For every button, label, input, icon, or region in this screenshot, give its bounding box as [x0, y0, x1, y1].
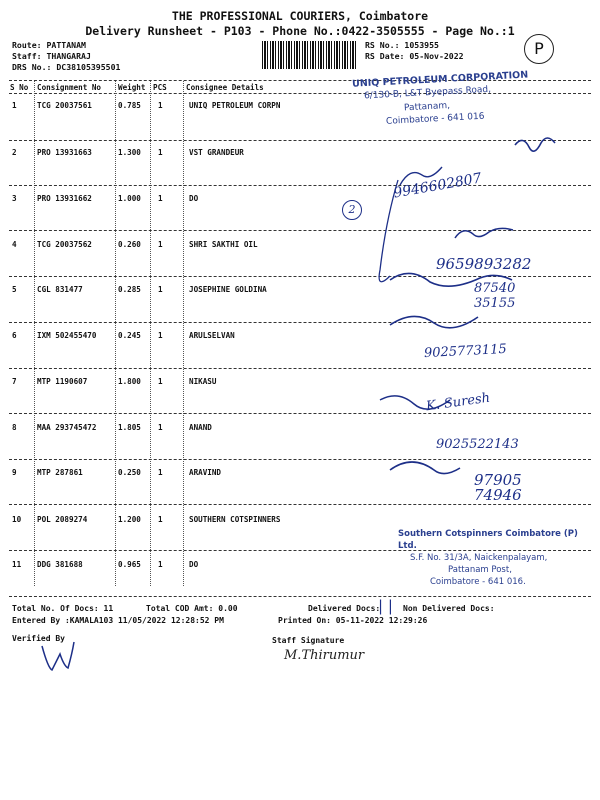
row-consignee: NIKASU: [189, 377, 217, 386]
row-weight: 0.785: [118, 101, 141, 110]
row-weight: 1.200: [118, 515, 141, 524]
col-divider: [115, 81, 116, 586]
total-docs: Total No. Of Docs: 11: [12, 604, 114, 613]
row-pcs: 1: [158, 240, 163, 249]
handwritten-phone: 87540 35155: [474, 281, 516, 311]
row-sno: 8: [12, 423, 17, 432]
row-pcs: 1: [158, 148, 163, 157]
handwritten-phone: 9659893282: [436, 255, 532, 273]
row-weight: 1.000: [118, 194, 141, 203]
stamp-line: Pattanam Post,: [448, 565, 512, 575]
handwritten-phone: 97905 74946: [474, 471, 522, 504]
row-sno: 1: [12, 101, 17, 110]
row-pcs: 1: [158, 331, 163, 340]
signature-scribble: [515, 138, 555, 151]
col-pcs: PCS: [153, 83, 167, 92]
handwritten-name: K. Suresh: [425, 390, 491, 415]
row-consignee: SHRI SAKTHI OIL: [189, 240, 258, 249]
row-consignee: UNIQ PETROLEUM CORPN: [189, 101, 281, 110]
signature-scribble: [390, 462, 460, 474]
row-weight: 0.260: [118, 240, 141, 249]
row-sno: 5: [12, 285, 17, 294]
handwritten-phone: 9025522143: [436, 437, 519, 452]
barcode: [262, 41, 358, 69]
row-consignment: PRO 13931663: [37, 148, 92, 157]
row-pcs: 1: [158, 377, 163, 386]
row-pcs: 1: [158, 194, 163, 203]
entered-by: Entered By :KAMALA103 11/05/2022 12:28:52 PM: [12, 616, 224, 625]
stamp-line: Coimbatore - 641 016.: [430, 577, 526, 587]
row-sno: 9: [12, 468, 17, 477]
row-consignee: SOUTHERN COTSPINNERS: [189, 515, 281, 524]
staff-signature-label: Staff Signature: [272, 636, 345, 645]
row-weight: 1.805: [118, 423, 141, 432]
row-consignment: TCG 20037562: [37, 240, 92, 249]
row-sno: 3: [12, 194, 17, 203]
row-sno: 10: [12, 515, 22, 524]
row-consignee: JOSEPHINE GOLDINA: [189, 285, 267, 294]
non-delivered-docs: Non Delivered Docs:: [403, 604, 495, 613]
row-weight: 1.800: [118, 377, 141, 386]
row-pcs: 1: [158, 285, 163, 294]
row-pcs: 1: [158, 560, 163, 569]
col-consignee: Consignee Details: [186, 83, 264, 92]
row-consignment: PRO 13931662: [37, 194, 92, 203]
row-consignment: MTP 287861: [37, 468, 83, 477]
row-consignment: TCG 20037561: [37, 101, 92, 110]
staff-signature: M.Thirumur: [284, 648, 365, 663]
row-pcs: 1: [158, 423, 163, 432]
row-sno: 11: [12, 560, 22, 569]
verified-by-label: Verified By: [12, 634, 65, 643]
row-pcs: 1: [158, 101, 163, 110]
drs-number: DRS No.: DC38105395501: [12, 62, 121, 72]
delivered-docs: Delivered Docs:: [308, 604, 381, 613]
row-sno: 7: [12, 377, 17, 386]
stamp-line: Southern Cotspinners Coimbatore (P) Ltd.: [398, 529, 578, 551]
stamp-line: 6/130-B, L&T Byepass Road,: [363, 84, 492, 102]
row-consignment: MAA 293745472: [37, 423, 97, 432]
rs-date: RS Date: 05-Nov-2022: [365, 51, 464, 61]
staff-label: Staff: THANGARAJ: [12, 51, 91, 61]
row-weight: 0.250: [118, 468, 141, 477]
col-sno: S No: [10, 83, 29, 92]
runsheet-title: Delivery Runsheet - P103 - Phone No.:0422-3505555 - Page No.:1: [85, 24, 515, 38]
row-consignee: VST GRANDEUR: [189, 148, 244, 157]
row-consignment: DDG 381688: [37, 560, 83, 569]
row-consignee: DO: [189, 194, 199, 203]
row-consignee: ANAND: [189, 423, 212, 432]
row-weight: 1.300: [118, 148, 141, 157]
col-divider: [34, 81, 35, 586]
col-divider: [150, 81, 151, 586]
verifier-signature: [38, 640, 78, 674]
row-consignment: IXM 502455470: [37, 331, 97, 340]
circled-number: 2: [342, 200, 362, 220]
signature-scribble: [390, 316, 478, 327]
row-consignee: ARAVIND: [189, 468, 222, 477]
page-mark-stamp: P: [524, 34, 554, 64]
rs-number: RS No.: 1053955: [365, 40, 439, 50]
stamp-line: UNIQ PETROLEUM CORPORATION: [351, 69, 529, 90]
row-consignment: POL 2089274: [37, 515, 88, 524]
southern-cotspinners-stamp: [398, 528, 598, 588]
row-consignment: MTP 1190607: [37, 377, 88, 386]
col-divider: [183, 81, 184, 586]
handwritten-phone: 9025773115: [423, 341, 508, 362]
stamp-line: S.F. No. 31/3A, Naickenpalayam,: [410, 553, 548, 563]
row-sno: 2: [12, 148, 17, 157]
stamp-line: Coimbatore - 641 016: [385, 111, 485, 127]
col-consignment: Consignment No: [37, 83, 102, 92]
row-sno: 4: [12, 240, 17, 249]
row-pcs: 1: [158, 515, 163, 524]
row-consignee: DO: [189, 560, 199, 569]
route-label: Route: PATTANAM: [12, 40, 86, 50]
signature-scribble: [455, 228, 513, 238]
row-weight: 0.285: [118, 285, 141, 294]
stamp-line: Pattanam,: [403, 100, 451, 114]
row-sno: 6: [12, 331, 17, 340]
handwritten-phone: 9946602807: [392, 170, 483, 202]
row-weight: 0.965: [118, 560, 141, 569]
printed-on: Printed On: 05-11-2022 12:29:26: [278, 616, 428, 625]
row-pcs: 1: [158, 468, 163, 477]
row-consignment: CGL 831477: [37, 285, 83, 294]
delivered-count-mark: | |: [378, 597, 393, 615]
total-cod: Total COD Amt: 0.00: [146, 604, 238, 613]
col-weight: Weight: [118, 83, 146, 92]
row-consignee: ARULSELVAN: [189, 331, 235, 340]
row-weight: 0.245: [118, 331, 141, 340]
company-title: THE PROFESSIONAL COURIERS, Coimbatore: [171, 9, 429, 23]
